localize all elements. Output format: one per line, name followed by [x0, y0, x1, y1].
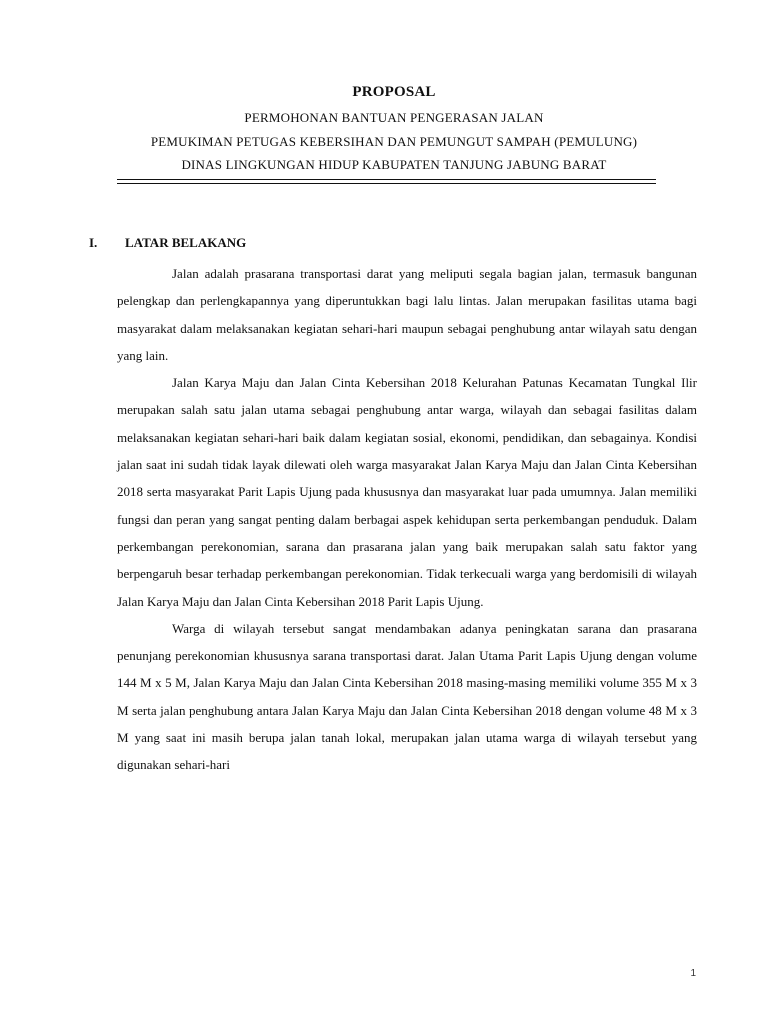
document-title: PROPOSAL [352, 84, 436, 100]
subtitle-line-1: PERMOHONAN BANTUAN PENGERASAN JALAN [244, 110, 544, 125]
paragraph-3: Warga di wilayah tersebut sangat mendambakan adanya peningkatan sarana dan prasarana penunjang perekonomian khususnya sarana transportasi darat. Jalan Utama Parit Lapis Ujung dengan volume 144 M x 5 M, Jalan Karya Maju dan Jalan Cinta Kebersihan 2018 masing-masing memiliki volume 355 M x 3 M serta jalan penghubung antara Jalan Karya Maju dan Jalan Cinta Kebersihan 2018 dengan volume 48 M x 3 M yang saat ini masih berupa jalan tanah lokal, merupakan jalan utama warga di wilayah tersebut yang digunakan sehari-hari [117, 620, 697, 773]
header-divider-bottom [117, 183, 656, 184]
section-heading [89, 235, 246, 251]
paragraph-1: Jalan adalah prasarana transportasi darat yang meliputi segala bagian jalan, termasuk bangunan pelengkap dan perlengkapannya yang diperuntukkan bagi lalu lintas. Jalan merupakan fasilitas utama bagi masyarakat dalam melaksanakan kegiatan sehari-hari maupun sebagai penghubung antar wilayah satu dengan yang lain. [117, 266, 697, 363]
page-number: 1 [690, 968, 696, 979]
subtitle-line-3: DINAS LINGKUNGAN HIDUP KABUPATEN TANJUNG JABUNG BARAT [181, 157, 607, 172]
section-number: I. [89, 235, 98, 250]
subtitle-line-2: PEMUKIMAN PETUGAS KEBERSIHAN DAN PEMUNGUT SAMPAH (PEMULUNG) [150, 134, 638, 149]
section-body [117, 260, 697, 779]
section-title: LATAR BELAKANG [125, 235, 247, 250]
header-divider-top [117, 179, 656, 180]
paragraph-2: Jalan Karya Maju dan Jalan Cinta Kebersihan 2018 Kelurahan Patunas Kecamatan Tungkal Ilir merupakan salah satu jalan utama sebagai penghubung antar warga, wilayah dan sebagai fasilitas dalam melaksanakan kegiatan sehari-hari baik dalam kegiatan sosial, ekonomi, pendidikan, dan sebagainya. Kondisi jalan saat ini sudah tidak layak dilewati oleh warga masyarakat Jalan Karya Maju dan Jalan Cinta Kebersihan 2018 serta masyarakat Parit Lapis Ujung pada khususnya dan masyarakat luar pada umumnya. Jalan memiliki fungsi dan peran yang sangat penting dalam berbagai aspek kehidupan serta perkembangan penduduk. Dalam perkembangan perekonomian, sarana dan prasarana jalan yang baik merupakan salah satu faktor yang berpengaruh besar terhadap perkembangan perekonomian. Tidak terkecuali warga yang berdomisili di wilayah Jalan Karya Maju dan Jalan Cinta Kebersihan 2018 Parit Lapis Ujung. [117, 375, 697, 609]
